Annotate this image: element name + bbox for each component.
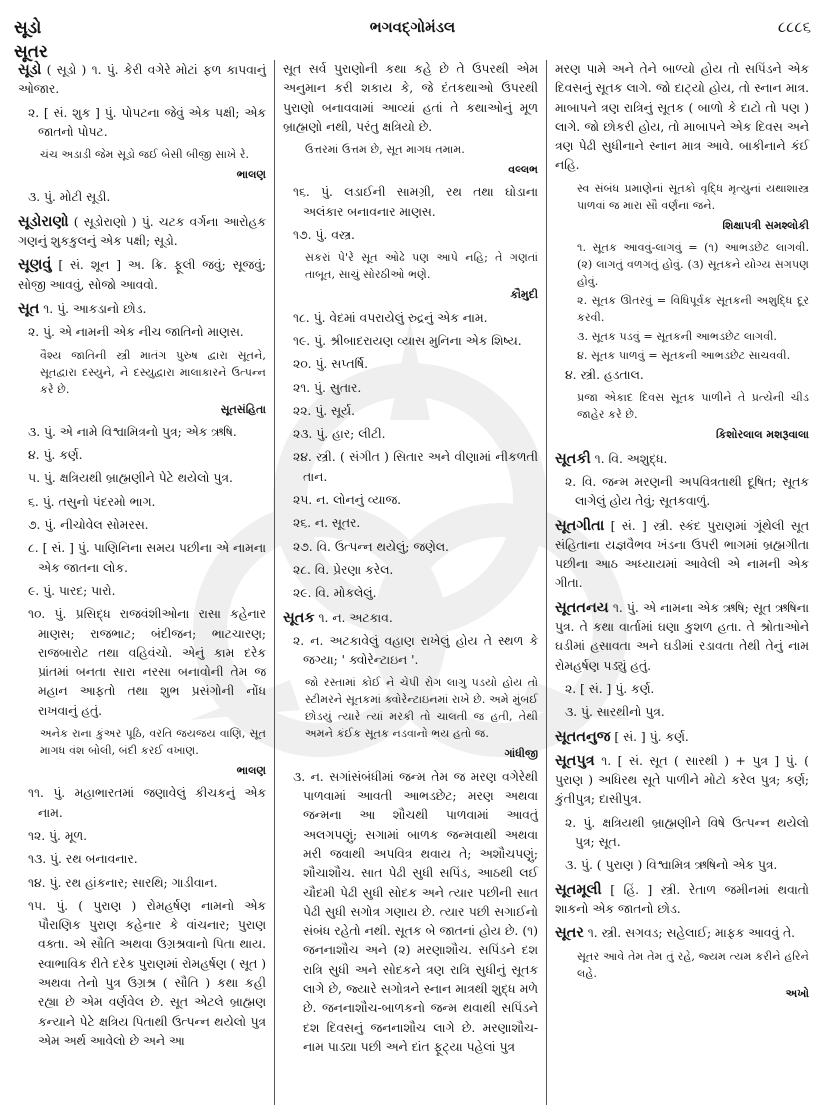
dictionary-body xyxy=(12,60,817,1105)
citation-source: સૂતસંહિતા xyxy=(220,402,266,416)
headword: સૂડોરાણો xyxy=(18,212,69,230)
citation-quote: જો રસ્તામાં કોઈ ને ચેપી રોગ લાગુ પડયો હોય તો સ્ટીમરને સૂતકમાં ક્વોરેન્ટાઇનમાં રાખે છે. અમે મુંબઈ છોડયું ત્યારે ત્યાં મરકી તો ચાલતી જ હતી, તેથી અમને કંઈક સૂતક નડવાનો ભય હતો જ. xyxy=(305,676,538,741)
sense-definition: ૨૭. વિ. ઉત્પન્ન થયેલું; જણેલ. xyxy=(293,539,449,554)
sense-definition: ૨૧. પું. સુતાર. xyxy=(293,380,362,395)
sense-definition: ૯. પું. પારદ; પારો. xyxy=(28,583,116,598)
idiom-definition: ૩. સૂતક પડવું = સૂતકની આભડછેટ લાગવી. xyxy=(577,330,777,344)
dictionary-entry xyxy=(18,212,266,252)
citation-quote: પ્રજા એકાદ દિવસ સૂતક પાળીને તે પ્રત્યેની ચીડ જાહેર કરે છે. xyxy=(577,391,809,422)
sense-definition: ૩. ન. સગાંસંબંધીમાં જન્મ તેમ જ મરણ વગેરેથી પાળવામાં આવતી આભડછેટ; મરણ અથવા જન્મના આ શૌચથી પાળવામાં આવતું અલગપણું; સગામાં બાળક જન્મવાથી અથવા મરી જવાથી અપવિત્ર થવાય તે; અશૌચપણું; શૌચાશૌચ. સાત પેઢી સુધી સપિંડ, આઠથી લઈ ચૌદમી પેઢી સુધી સોદક અને ત્યાર પછીની સાત પેઢી સુધી સગોત્ર ગણાય છે. ત્યાર પછી સગાઈનો સંબંધ રહેતો નથી. સૂતક બે જાતનાં હોય છે. (૧) જનનાશૌચ અને (૨) મરણાશૌચ. સપિંડને દશ રાત્રિ સુધી અને સોદકને ત્રણ રાત્રિ સુધીનું સૂતક લાગે છે, જ્યારે સગોત્રને સ્નાન માત્રથી શુદ્ધ મળે છે. જનનાશૌચ-બાળકનો જન્મ થવાથી સપિંડને દશ દિવસનું જનનાશૌચ લાગે છે. મરણાશૌચ-નામ પાડ્યા પછી અને દાંત ફૂટ્યા પહેલાં પુત્ર xyxy=(293,769,538,1054)
citation-source: ગાંધીજી xyxy=(504,747,538,761)
citation-quote: ચંચ અડાડી જેમ સૂડો જઈ બેસી બીજી સાખે રે. xyxy=(40,148,250,162)
guide-word-first: સૂડો xyxy=(14,18,42,38)
sense-definition: ૩. પું. એ નામે વિશ્વામિત્રનો પુત્ર; એક ઋષિ. xyxy=(28,424,237,439)
dictionary-entry xyxy=(555,727,809,747)
sense-definition: ૧૫. પું. ( પુરાણ ) રોમહર્ષણ નામનો એક પૌરાણિક પુરાણ કહેનાર કે વાંચનાર; પુરાણ વક્તા. એ સૌતિ અથવા ઉગ્રશ્રવાનો પિતા થાય. સ્વાભાવિક રીતે દરેક પુરાણમાં રોમહર્ષણ ( સૂત ) અથવા તેનો પુત્ર ઉગ્રશ્ર ( સૌતિ ) કથા કહી રહ્યા છે એમ વર્ણવેલ છે. સૂત એટલે બ્રાહ્મણ કન્યાને પેટે ક્ષત્રિય પિતાથી ઉત્પન્ન થયેલો પુત્ર એમ અર્થ આવેલો છે અને આ xyxy=(28,898,266,1048)
sense-definition: ૨૬. ન. સૂતર. xyxy=(293,516,361,531)
definition-text: ( સૂડો ) ૧. પું. કેરી વગેરે મોટાં ફળ કાપવાનું ઓજાર. xyxy=(18,63,266,97)
dictionary-entry xyxy=(555,751,809,810)
dictionary-title: ભગવદ્ગોમંડલ xyxy=(369,18,456,36)
page-number: ૮૮૮૬ xyxy=(777,18,811,36)
dictionary-entry xyxy=(18,299,266,319)
citation-source: શિક્ષાપત્રી સમશ્લોકી xyxy=(722,218,809,232)
guide-word-last: સૂતર xyxy=(14,42,48,62)
sense-definition: ૩. પું. મોટી સૂડી. xyxy=(28,190,111,205)
headword: સૂતગીતા xyxy=(555,516,605,534)
headword: સૂત xyxy=(18,299,40,317)
dictionary-entry xyxy=(18,255,266,295)
page-header xyxy=(14,14,811,62)
sense-definition: ૪. પું. કર્ણ. xyxy=(28,448,83,463)
headword: સૂતકી xyxy=(555,449,591,467)
sense-definition: ૧૮. પું. વેદમાં વપરાયેલું રુદ્રનું એક નામ. xyxy=(293,310,488,325)
sense-definition: ૩. પું. ( પુરાણ ) વિશ્વામિત્ર ઋષિનો એક પુત્ર. xyxy=(565,858,778,873)
sense-definition: ૨૨. પું. સૂર્ય. xyxy=(293,403,355,418)
sense-definition: ૮. [ સં. ] પું. પાણિનિના સમય પછીના એ નામના એક જાતના લોક. xyxy=(28,541,266,575)
headword: સૂતક xyxy=(283,608,315,626)
dictionary-entry xyxy=(555,598,809,676)
column-2 xyxy=(275,60,547,1105)
sense-definition: ૧૦. પું. પ્રસિદ્ધ રાજવંશીઓના રાસા કહેનાર માણસ; રાજભાટ; બંદીજન; ભાટચારણ; રાજબારોટ તથા વહિવંચો. એનું કામ દરેક પ્રાંતમાં બનતા સારા નરસા બનાવોની તેમ જ મહાન આફતો તથા શુભ પ્રસંગોની નોંધ રાખવાનું હતું. xyxy=(28,607,266,718)
sense-definition: ૨. ન. અટકાવેલું વહાણ રાખેલું હોય તે સ્થળ કે જગ્યા; ' ક્વોરેન્ટાઇન '. xyxy=(293,633,538,668)
sense-definition: ૧૪. પું. રથ હાંકનાર; સારથિ; ગાડીવાન. xyxy=(28,875,218,890)
idiom-definition: ૨. સૂતક ઊતરવું = વિધિપૂર્વક સૂતકની અશુદ્ધિ દૂર કરવી. xyxy=(577,294,809,325)
headword: સૂતતનુજ xyxy=(555,727,611,745)
definition-text: [ હિં. ] સ્ત્રી. રેતાળ જમીનમાં થવાતો શાકનો એક જાતનો છોડ. xyxy=(555,882,809,916)
sense-definition: ૬. પું. તસુનો પંદરમો ભાગ. xyxy=(28,494,156,509)
sense-definition: ૨૯. વિ. મોકલેલું. xyxy=(293,586,377,601)
sense-definition: ૧૧. પું. મહાભારતમાં જણાવેલું કીચકનું એક નામ. xyxy=(28,786,266,820)
citation-quote: વૈશ્ય જાતિની સ્ત્રી માતંગ પુરુષ દ્વારા સૂતને, સૂતદ્વારા દસ્યુને, ને દસ્યુદ્વારા માલાકારને ઉત્પન્ન કરે છે. xyxy=(40,348,266,396)
headword: સૂડો xyxy=(18,61,42,78)
sense-definition: ૭. પું. નીચોવેલ સોમરસ. xyxy=(28,518,149,533)
headword: સૂણવું xyxy=(18,256,52,274)
sense-definition: ૫. પું. ક્ષત્રિયથી બ્રાહ્મણીને પેટે થયેલો પુત્ર. xyxy=(28,471,233,486)
sense-definition: ૨. પું. ક્ષત્રિયથી બ્રાહ્મણીને વિષે ઉત્પન્ન થયેલો પુત્ર; સૂત. xyxy=(565,815,809,850)
citation-source: કૌમુદી xyxy=(510,288,538,302)
sense-definition: ૨. [ સં. શુક ] પું. પોપટના જેવું એક પક્ષી; એક જાતનો પોપટ. xyxy=(28,105,266,139)
dictionary-entry xyxy=(283,608,538,628)
definition-text: [ સં. ] સ્ત્રી. સ્કંદ પુરાણમાં ગૂંથેલી સૂત સંહિતાના યજ્ઞવૈભવ ખંડના ઉપરી ભાગમાં બ્રહ્મગીતા પછીના આઠ અધ્યાયમાં આવેલી એ નામની એક ગીતા. xyxy=(555,518,809,591)
headword: સૂતમૂલી xyxy=(555,880,602,898)
headword: સૂતપુત્ર xyxy=(555,751,595,769)
sense-definition: ૨૦. પું. સપ્તર્ષિ. xyxy=(293,357,369,372)
headword: સૂતર xyxy=(555,924,584,942)
sense-definition: ૧૬. પું. લડાઈની સામગ્રી, રથ તથા ઘોડાના અલંકાર બનાવનાર માણસ. xyxy=(293,185,538,219)
definition-text: ૧. ન. અટકાવ. xyxy=(318,610,393,625)
sense-definition: ૨૪. સ્ત્રી. ( સંગીત ) સિતાર અને વીણામાં નીકળતી તાન. xyxy=(293,450,538,484)
continued-text: સૂત સર્વ પુરાણોની કથા કહે છે તે ઉપરથી એમ અનુમાન કરી શકાય કે, જે દંતકથાઓ ઉપરથી પુરાણો બનાવવામાં આવ્યાં હતાં તે કથાઓનું મૂળ બ્રાહ્મણો નથી, પરંતુ ક્ષત્રિયો છે. xyxy=(283,62,538,134)
citation-source: અખો xyxy=(785,986,809,1000)
headword: સૂતતનય xyxy=(555,598,609,616)
dictionary-entry xyxy=(555,923,809,943)
definition-text: ૧. પું. આકડાનો છોડ. xyxy=(43,301,147,316)
citation-source: વલ્લભ xyxy=(508,163,538,177)
sense-definition: ૧૨. પું. મૂળ. xyxy=(28,828,88,843)
sense-definition: ૪. સ્ત્રી. હડતાલ. xyxy=(565,368,644,383)
sense-definition: ૨. પું. એ નામની એક નીચ જાતિનો માણસ. xyxy=(28,325,244,340)
sense-definition: ૩. પું. સારથીનો પુત્ર. xyxy=(565,705,665,720)
definition-text: ( સૂડોરાણો ) પું. ચટક વર્ગના આરોહક ગણનું શુકકુલનું એક પક્ષી; સૂડો. xyxy=(18,214,266,249)
dictionary-entry xyxy=(555,516,809,594)
citation-source: ભાલણ xyxy=(236,764,266,778)
citation-source: કિશોરલાલ મશરૂવાલા xyxy=(716,428,809,442)
citation-source: ભાલણ xyxy=(236,168,266,182)
citation-quote: સકરાં પે'રે સૂત ઓઢે પણ આપે નહિ; તે ગણતાં તાબૂત, સાચું સોરઠીઓ ભણે. xyxy=(305,251,538,282)
sense-definition: ૧૯. પું. શ્રીબાદરાયણ વ્યાસ મુનિના એક શિષ્ય. xyxy=(293,333,522,348)
idiom-definition: ૧. સૂતક આવવું-લાગવું = (૧) આભડછેટ લાગવી. (૨) લાગતું વળગતું હોવું. (૩) સૂતકને યોગ્ય સગપણ હોવું. xyxy=(577,241,809,289)
dictionary-entry xyxy=(555,880,809,920)
dictionary-entry xyxy=(18,60,266,100)
citation-quote: ઉત્તરમાં ઉત્તમ છે, સૂત માગધ તમામ. xyxy=(305,143,465,157)
continued-text: મરણ પામે અને તેને બાળ્યો હોય તો સપિંડને એક દિવસનું સૂતક લાગે. જો દાટ્યો હોય, તો સ્નાન માત્ર. માબાપને ત્રણ રાત્રિનું સૂતક ( બાળો કે દાટો તો પણ ) લાગે. જો છોકરી હોય, તો માબાપને એક દિવસ અને ત્રણ પેઢી સુધીનાને સ્નાન માત્ર આવે. બાકીનાને કંઈ નહિ. xyxy=(555,62,809,173)
sense-definition: ૨૫. ન. લોનનું વ્યાજ. xyxy=(293,493,402,508)
citation-quote: સ્વ સંબંધ પ્રમાણેનાં સૂતકો વૃદ્ધિ મૃત્યુનાં યથાશાસ્ત્ર પાળવાં જ મારા સૌ વર્ણના જને. xyxy=(577,181,809,212)
dictionary-entry xyxy=(555,449,809,469)
column-1 xyxy=(12,60,275,1105)
definition-text: [ સં. શૂન ] અ. ક્રિ. ફૂલી જવું; સૂજવું; સોજી આવવું, સોજો આવવો. xyxy=(18,258,266,292)
sense-definition: ૧૭. પું. વસ્ત્ર. xyxy=(293,228,355,243)
column-3 xyxy=(547,60,817,1105)
sense-definition: ૨. વિ. જન્મ મરણની અપવિત્રતાથી દૂષિત; સૂતક લાગેલું હોય તેવું; સૂતકવાળું. xyxy=(565,474,809,509)
sense-definition: ૨. [ સં. ] પું. કર્ણ. xyxy=(565,681,655,696)
sense-definition: ૨૮. વિ. પ્રેરણા કરેલ. xyxy=(293,562,394,577)
definition-text: [ સં. ] પું. કર્ણ. xyxy=(614,729,689,744)
definition-text: ૧. [ સં. સૂત ( સારથી ) + પુત્ર ] પું. ( પુરાણ ) અધિરથ સૂતે પાળીને મોટો કરેલ પુત્ર; કર્ણ; કુંતીપુત્ર; દાસીપુત્ર. xyxy=(555,753,809,807)
definition-text: ૧. પું. એ નામના એક ઋષિ; સૂત ઋષિના પુત્ર. તે કથા વાર્તામાં ઘણા કુશળ હતા. તે શ્રોતાઓને ઘડીમાં હસાવતા અને ઘડીમાં રડાવતા તેથી તેનું નામ રોમહર્ષણ પડ્યું હતું. xyxy=(555,600,809,673)
idiom-definition: ૪. સૂતક પાળવું = સૂતકની આભડછેટ સાચવવી. xyxy=(577,349,791,363)
sense-definition: ૨૩. પું. હાર; લીટી. xyxy=(293,427,386,442)
citation-quote: સૂતર આવે તેમ તેમ તું રહે, જ્યમ ત્યમ કરીને હરિને લહે. xyxy=(577,949,809,980)
definition-text: ૧. વિ. અશુદ્ધ. xyxy=(594,451,668,466)
definition-text: ૧. સ્ત્રી. સગવડ; સહેલાઈ; માફક આવવું તે. xyxy=(587,926,796,941)
citation-quote: અનેક રાના કુંઅર પૂઠિ, વરતિ જયજય વાણિ, સૂત માગધ વંશ બોલી, બંદી કરઈ વખાણ. xyxy=(40,727,266,758)
sense-definition: ૧૩. પું. રથ બનાવનાર. xyxy=(28,852,138,867)
